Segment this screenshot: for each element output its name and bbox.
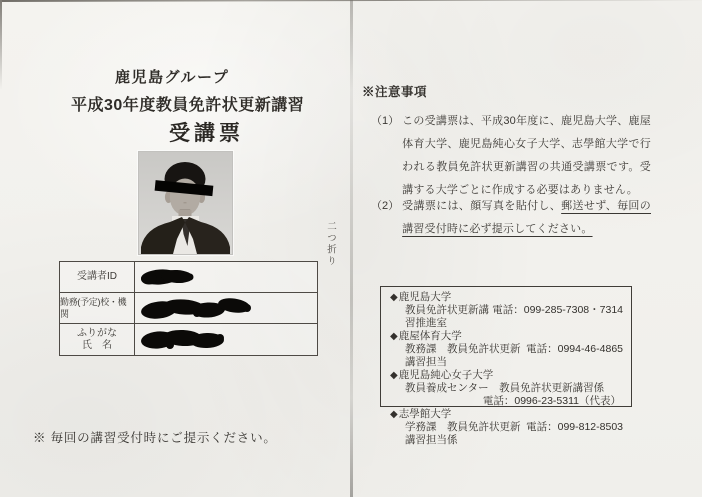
table-row-workplace bbox=[60, 293, 317, 324]
shimei-label: 氏 名 bbox=[82, 339, 112, 351]
note-2-text-plain: 受講票には、顔写真を貼付し、 bbox=[402, 200, 562, 212]
contact-kanoya-univ bbox=[390, 330, 623, 369]
diamond-bullet-icon: ◆ bbox=[390, 292, 398, 303]
contact-kagoshima-univ bbox=[390, 291, 623, 330]
attendee-id-value bbox=[135, 262, 317, 292]
ticket-info-table bbox=[59, 261, 318, 356]
university-name-text: 鹿児島大学 bbox=[398, 291, 452, 303]
workplace-value bbox=[135, 293, 317, 323]
university-name bbox=[390, 369, 623, 382]
table-row-attendee-id bbox=[60, 262, 317, 293]
department-text: 教員養成センター 教員免許状更新講習係 bbox=[405, 382, 605, 394]
phone-number: 電話：0996-23-5311（代表） bbox=[482, 395, 621, 407]
attendee-id-label: 受講者ID bbox=[60, 262, 135, 292]
contact-box bbox=[380, 286, 632, 446]
redacted-value bbox=[140, 296, 252, 320]
note-item-1 bbox=[371, 110, 651, 202]
name-label bbox=[60, 324, 135, 355]
name-value bbox=[135, 324, 317, 355]
ticket-title: 受講票 bbox=[169, 122, 244, 145]
fold-crease-line bbox=[350, 0, 353, 497]
group-title: 鹿児島グループ bbox=[115, 69, 230, 86]
scan-left-edge bbox=[0, 0, 2, 90]
note-1-number: （1） bbox=[371, 115, 400, 127]
phone-number: 電話：0994-46-4865 bbox=[526, 343, 623, 355]
contact-detail bbox=[390, 343, 623, 369]
contact-detail bbox=[390, 382, 623, 408]
note-2-number: （2） bbox=[371, 200, 400, 212]
note-2-text bbox=[402, 195, 651, 241]
university-name bbox=[390, 408, 623, 421]
note-2-text-underlined: 郵送せず、毎回の講習受付時に必ず提示してください。 bbox=[402, 200, 651, 235]
fold-label: 二つ折り bbox=[325, 221, 336, 267]
contact-junshin-univ bbox=[390, 369, 623, 408]
department-text: 教務課 教員免許状更新講習担当 bbox=[405, 343, 521, 368]
notes-title: ※注意事項 bbox=[362, 85, 428, 99]
present-at-reception-note: ※ 毎回の講習受付時にご提示ください。 bbox=[33, 431, 277, 445]
workplace-label: 勤務(予定)校・機関 bbox=[60, 293, 135, 323]
note-1-text: この受講票は、平成30年度に、鹿児島大学、鹿屋体育大学、鹿児島純心女子大学、志學館大学で行われる教員免許状更新講習の共通受講票です。受講する大学ごとに作成する必要はありません。 bbox=[402, 115, 651, 196]
program-title: 平成30年度教員免許状更新講習 bbox=[71, 97, 305, 114]
contact-shigakukan-univ bbox=[390, 408, 623, 447]
furigana-label: ふりがな bbox=[77, 327, 117, 339]
id-photo-image bbox=[139, 152, 232, 254]
university-name bbox=[390, 330, 623, 343]
university-name-text: 鹿屋体育大学 bbox=[398, 330, 462, 342]
phone-number: 電話：099-812-8503 bbox=[526, 421, 623, 433]
note-item-2 bbox=[371, 195, 651, 241]
redacted-value bbox=[140, 328, 226, 351]
university-name-text: 志學館大学 bbox=[398, 408, 452, 420]
department-text: 教員免許状更新講習推進室 bbox=[405, 304, 489, 329]
table-row-name bbox=[60, 324, 317, 355]
contact-detail bbox=[390, 304, 623, 330]
redacted-value bbox=[140, 268, 194, 286]
diamond-bullet-icon: ◆ bbox=[390, 370, 398, 381]
department-text: 学務課 教員免許状更新講習担当係 bbox=[405, 421, 521, 446]
diamond-bullet-icon: ◆ bbox=[390, 409, 398, 420]
diamond-bullet-icon: ◆ bbox=[390, 331, 398, 342]
contact-detail bbox=[390, 421, 623, 447]
phone-number: 電話：099-285-7308・7314 bbox=[492, 304, 623, 316]
university-name-text: 鹿児島純心女子大学 bbox=[398, 369, 494, 381]
id-photo bbox=[139, 152, 232, 254]
university-name bbox=[390, 291, 623, 304]
